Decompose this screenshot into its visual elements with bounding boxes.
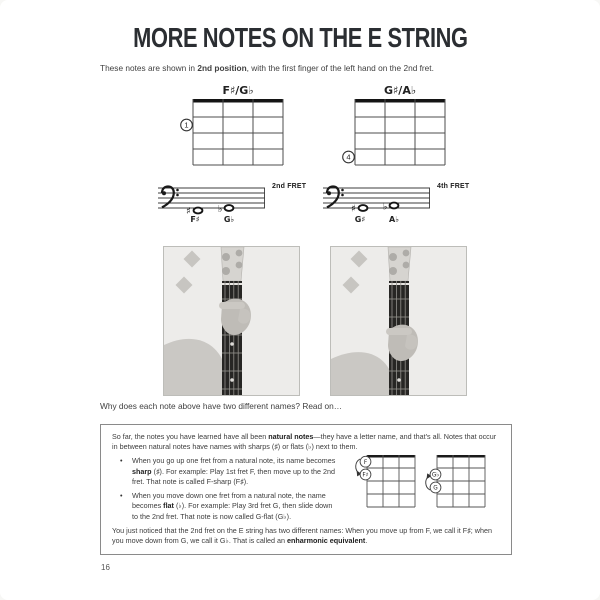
- arrow-up-icon: [426, 477, 430, 491]
- note-name: G♭: [223, 215, 235, 224]
- theory-info-box: [100, 424, 512, 555]
- staff-f-sharp-g-flat: [158, 184, 348, 232]
- bass-neck-photo-illustration: [164, 247, 299, 395]
- sharp-sign: ♯: [351, 203, 356, 215]
- note-marker-label: G: [433, 485, 438, 492]
- bass-clef-icon: [327, 187, 344, 208]
- infobox-paragraph-1: So far, the notes you have learned have all been natural notes—they have a letter name, and that's all. Notes that occur in between natural notes have names with sharps (♯) or flats (♭) next to them.: [112, 432, 497, 452]
- fret-diagram-f-sharp: [180, 84, 296, 176]
- whole-note: [194, 208, 203, 214]
- page-number: 16: [101, 563, 110, 572]
- infobox-bullet-list: [112, 456, 340, 521]
- whole-note: [359, 205, 368, 211]
- note-name: A♭: [389, 215, 399, 224]
- flat-sign: ♭: [383, 201, 388, 213]
- bullet-flat-rule: • When you move down one fret from a natural note, the name becomes flat (♭). For example: Play 3rd fret G, then slide down to the 2nd fret. That note is now called G-flat (G♭).: [112, 491, 340, 522]
- photo-hand-4th-fret: [330, 246, 467, 396]
- note-marker-label: F: [363, 459, 368, 466]
- whole-note: [390, 203, 399, 209]
- photo-hand-2nd-fret: [163, 246, 300, 396]
- note-marker-label: G♭: [431, 472, 440, 479]
- sharp-sign: ♯: [186, 206, 191, 217]
- question-text: Why does each note above have two different names? Read on…: [100, 401, 342, 411]
- staff-g-sharp-a-flat: [323, 184, 513, 232]
- whole-note: [225, 205, 234, 211]
- page-title: MORE NOTES ON THE E STRING: [132, 22, 468, 53]
- fret-position-label: 4th FRET: [437, 183, 470, 190]
- flat-sign: ♭: [218, 204, 223, 215]
- bullet-sharp-rule: • When you go up one fret from a natural note, its name becomes sharp (♯). For example: Play 1st fret F, then move up to the 2nd fret. That note is called F-sharp (F♯).: [112, 456, 340, 487]
- fret-diagram-g-sharp: [342, 84, 458, 176]
- fretboard-grid: [342, 99, 458, 171]
- mini-fret-diagram-f-to-f-sharp: [353, 453, 419, 511]
- fret-diagram-label: G♯/A♭: [383, 84, 417, 97]
- finger-number: 4: [346, 152, 351, 162]
- bass-clef-icon: [162, 187, 179, 208]
- fret-position-label: 2nd FRET: [272, 183, 307, 190]
- arrow-down-icon: [356, 459, 360, 473]
- note-name: G♯: [354, 215, 366, 224]
- mini-fret-diagram-g-to-g-flat: [423, 453, 489, 511]
- fretboard-grid: [180, 99, 296, 171]
- finger-number: 1: [184, 120, 189, 130]
- staff-notation: [158, 184, 270, 218]
- fret-diagram-label: F♯/G♭: [222, 84, 254, 97]
- note-name: F♯: [190, 215, 200, 224]
- infobox-paragraph-2: You just noticed that the 2nd fret on the E string has two different names: When you move up from F, we call it F♯; when you move down from G, we call it G♭. That is called an enharmonic equivalent.: [112, 525, 492, 545]
- note-marker-label: F♯: [362, 472, 369, 479]
- intro-text: These notes are shown in 2nd position, with the first finger of the left hand on the 2nd fret.: [100, 63, 434, 73]
- staff-notation: [323, 184, 435, 218]
- bass-neck-photo-illustration: [331, 247, 466, 395]
